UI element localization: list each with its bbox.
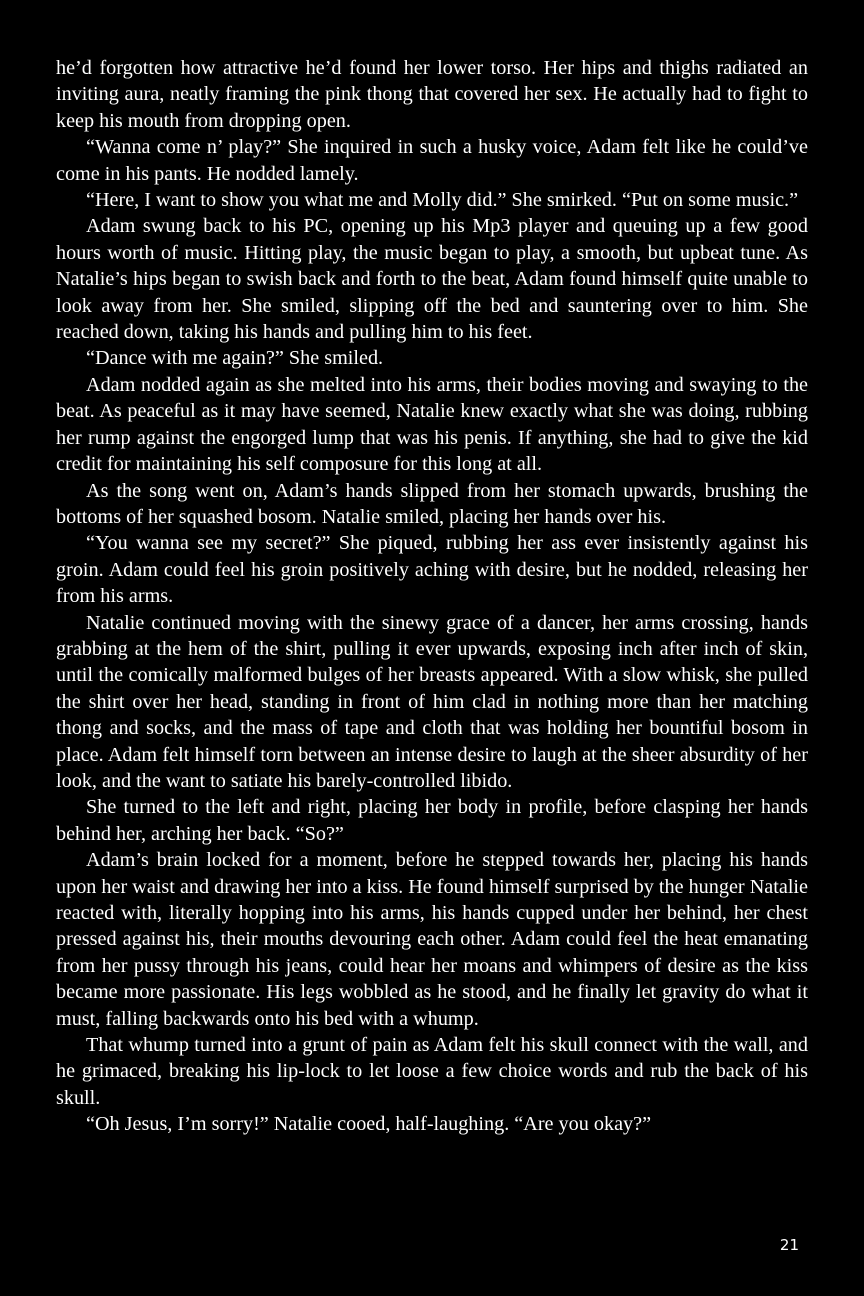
paragraph: “You wanna see my secret?” She piqued, rubbing her ass ever insistently against his groin. Adam could feel his groin positively aching with desire, but he nodded, releasing her from his arms. <box>56 532 808 608</box>
paragraph: Adam nodded again as she melted into his arms, their bodies moving and swaying to the beat. As peaceful as it may have seemed, Natalie knew exactly what she was doing, rubbing her rump against the engorged lump that was his penis. If anything, she had to give the kid credit for maintaining his self composure for this long at all. <box>56 373 808 476</box>
paragraph: “Here, I want to show you what me and Molly did.” She smirked. “Put on some music.” <box>86 189 799 212</box>
paragraph: “Oh Jesus, I’m sorry!” Natalie cooed, half-laughing. “Are you okay?” <box>86 1113 652 1136</box>
page-number: 21 <box>779 1236 799 1254</box>
paragraph: Natalie continued moving with the sinewy grace of a dancer, her arms crossing, hands grabbing at the hem of the shirt, pulling it ever upwards, exposing inch after inch of skin, until the comically malformed bulges of her breasts appeared. With a slow whisk, she pulled the shirt over her head, standing in front of him clad in nothing more than her matching thong and socks, and the mass of tape and cloth that was holding her bountiful bosom in place. Adam felt himself torn between an intense desire to laugh at the sheer absurdity of her look, and the want to satiate his barely-controlled libido. <box>56 611 808 792</box>
paragraph: “Wanna come n’ play?” She inquired in such a husky voice, Adam felt like he could’ve come in his pants. He nodded lamely. <box>56 136 808 185</box>
body-text <box>56 55 808 1138</box>
paragraph: As the song went on, Adam’s hands slipped from her stomach upwards, brushing the bottoms of her squashed bosom. Natalie smiled, placing her hands over his. <box>56 479 808 528</box>
paragraph: She turned to the left and right, placing her body in profile, before clasping her hands behind her, arching her back. “So?” <box>56 796 808 845</box>
paragraph: Adam swung back to his PC, opening up his Mp3 player and queuing up a few good hours worth of music. Hitting play, the music began to play, a smooth, but upbeat tune. As Natalie’s hips began to swish back and forth to the beat, Adam found himself quite unable to look away from her. She smiled, slipping off the bed and sauntering over to him. She reached down, taking his hands and pulling him to his feet. <box>56 215 808 344</box>
paragraph: That whump turned into a grunt of pain as Adam felt his skull connect with the wall, and he grimaced, breaking his lip-lock to let loose a few choice words and rub the back of his skull. <box>56 1034 808 1109</box>
paragraph: he’d forgotten how attractive he’d found her lower torso. Her hips and thighs radiated an inviting aura, neatly framing the pink thong that covered her sex. He actually had to fight to keep his mouth from dropping open. <box>56 57 808 132</box>
paragraph: “Dance with me again?” She smiled. <box>86 347 384 370</box>
paragraph: Adam’s brain locked for a moment, before he stepped towards her, placing his hands upon her waist and drawing her into a kiss. He found himself surprised by the hunger Natalie reacted with, literally hopping into his arms, his hands cupped under her behind, her chest pressed against his, their mouths devouring each other. Adam could feel the heat emanating from her pussy through his jeans, could hear her moans and whimpers of desire as the kiss became more passionate. His legs wobbled as he stood, and he finally let gravity do what it must, falling backwards onto his bed with a whump. <box>56 849 808 1030</box>
